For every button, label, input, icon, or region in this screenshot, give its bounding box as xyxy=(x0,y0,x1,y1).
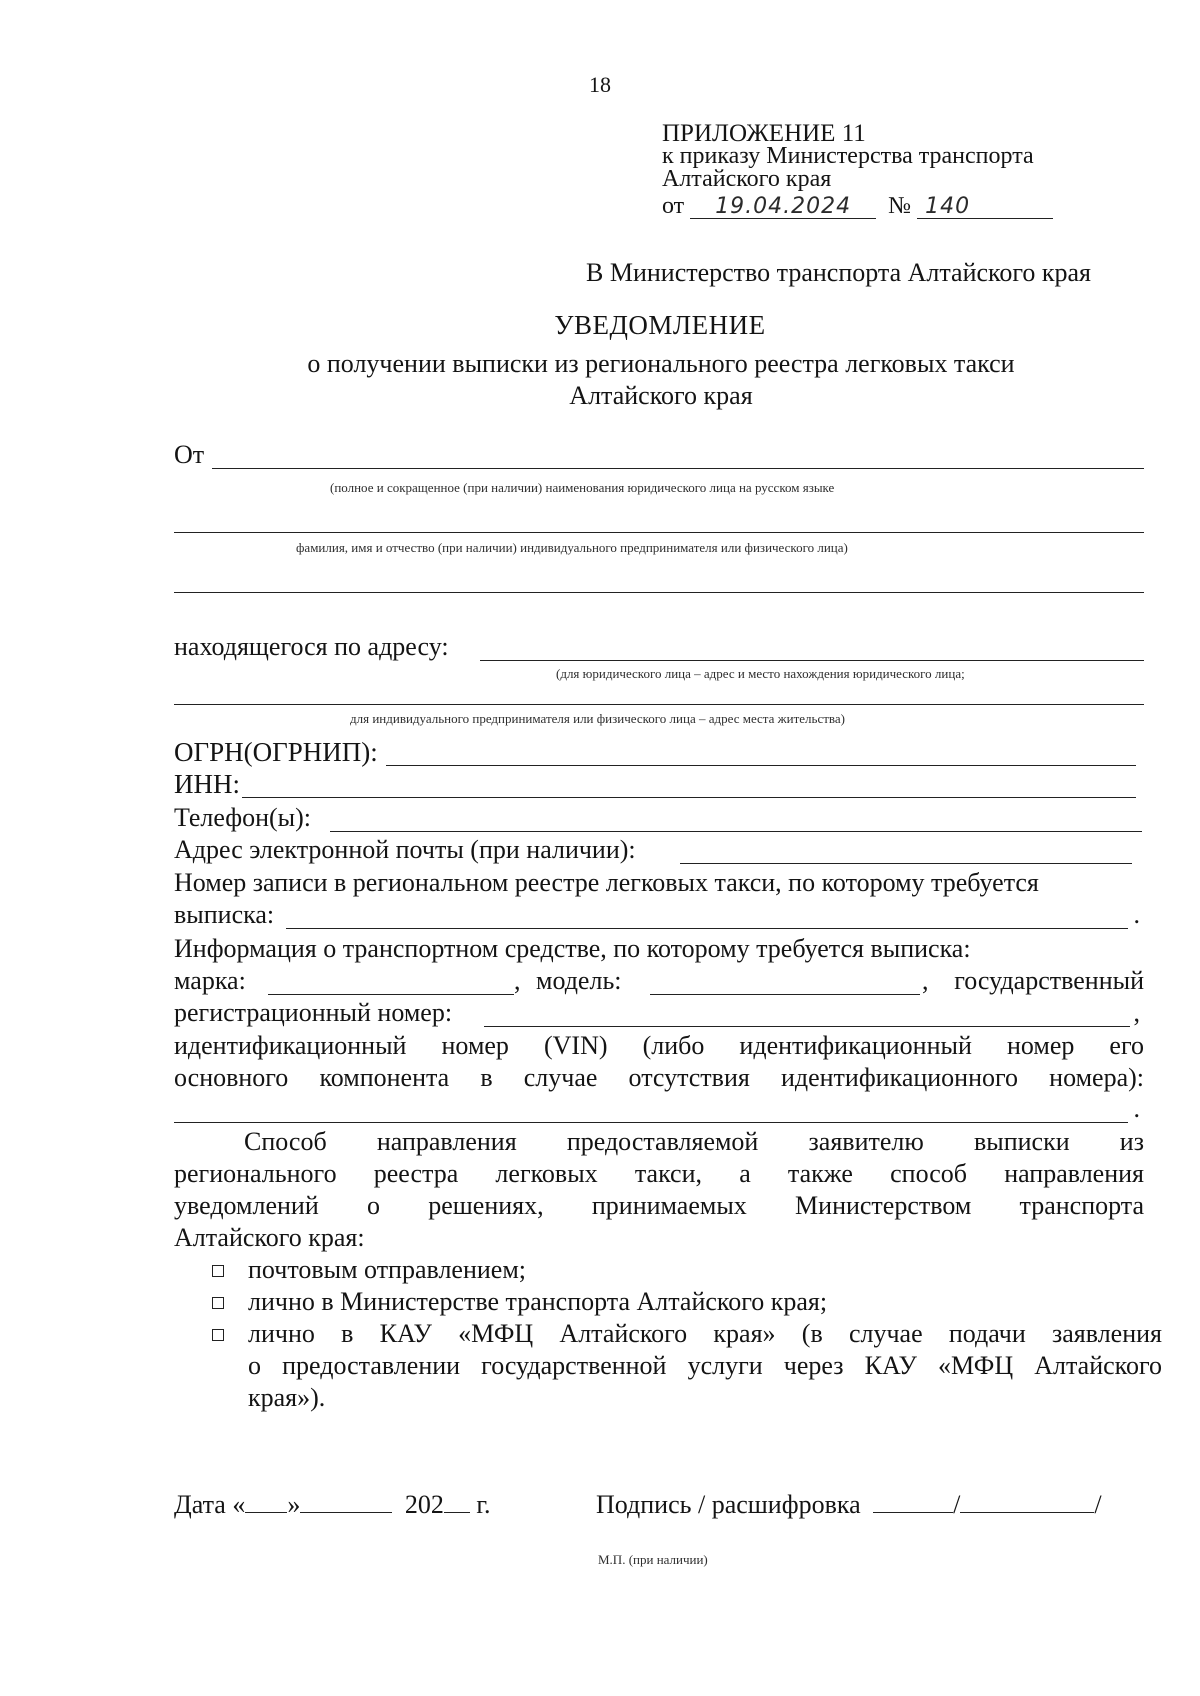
date-label: Дата « xyxy=(174,1490,246,1519)
model-comma: , xyxy=(922,966,929,995)
date-year: 202 xyxy=(404,1490,444,1519)
reg-number-label: регистрационный номер: xyxy=(174,998,453,1027)
addressee: В Министерство транспорта Алтайского края xyxy=(586,258,1091,287)
signature-name-blank[interactable] xyxy=(960,1492,1094,1513)
appendix-line2: Алтайского края xyxy=(662,166,832,192)
from-caption-person: фамилия, имя и отчество (при наличии) индивидуального предпринимателя или физического лица) xyxy=(296,540,848,555)
page-number: 18 xyxy=(589,72,611,97)
inn-label: ИНН: xyxy=(174,769,240,799)
appendix-line1: к приказу Министерства транспорта xyxy=(662,143,1034,169)
address-caption-legal: (для юридического лица – адрес и место нахождения юридического лица; xyxy=(556,666,965,681)
vehicle-info-label: Информация о транспортном средстве, по которому требуется выписка: xyxy=(174,934,971,963)
email-label: Адрес электронной почты (при наличии): xyxy=(174,835,636,864)
record-label-line1: Номер записи в региональном реестре легковых такси, по которому требуется xyxy=(174,868,1039,897)
document-subtitle-line2: Алтайского края xyxy=(569,381,753,410)
stamp-note: М.П. (при наличии) xyxy=(598,1552,708,1567)
date-year-suffix: г. xyxy=(476,1490,491,1519)
address-line-2[interactable] xyxy=(174,704,1144,705)
address-caption-person: для индивидуального предпринимателя или физического лица – адрес места жительства) xyxy=(350,711,845,726)
option-mfc-label-line1: лично в КАУ «МФЦ Алтайского края» (в случае подачи заявления xyxy=(248,1319,1162,1348)
email-field[interactable] xyxy=(174,835,1132,867)
reg-number-comma: , xyxy=(1133,998,1140,1027)
appendix-number-handwritten: 140 xyxy=(917,196,1053,219)
document-subtitle-line1: о получении выписки из регионального реестра легковых такси xyxy=(307,349,1015,378)
from-line-3[interactable] xyxy=(174,592,1144,593)
date-mid: » xyxy=(287,1490,301,1519)
from-field[interactable] xyxy=(174,440,1144,472)
signature-blank[interactable] xyxy=(873,1492,953,1513)
method-line2: регионального реестра легковых такси, а также способ направления xyxy=(174,1159,1144,1188)
option-ministry-checkbox[interactable] xyxy=(212,1297,224,1309)
reg-number-field[interactable] xyxy=(174,998,1144,1030)
vin-label-line1: идентификационный номер (VIN) (либо идентификационный номер его xyxy=(174,1031,1144,1060)
phone-label: Телефон(ы): xyxy=(174,803,312,832)
date-year-blank[interactable] xyxy=(444,1492,470,1513)
option-ministry-label: лично в Министерстве транспорта Алтайского края; xyxy=(248,1287,828,1316)
from-line-2[interactable] xyxy=(174,532,1144,533)
method-line1: Способ направления предоставляемой заявителю выписки из xyxy=(244,1127,1144,1156)
address-line xyxy=(480,660,1144,661)
from-caption-legal: (полное и сокращенное (при наличии) наименования юридического лица на русском языке xyxy=(330,480,835,495)
from-label: От xyxy=(174,440,205,469)
method-line3: уведомлений о решениях, принимаемых Министерством транспорта xyxy=(174,1191,1144,1220)
ogrn-label: ОГРН(ОГРНИП): xyxy=(174,737,378,767)
model-label: модель: xyxy=(536,966,622,995)
option-ministry[interactable] xyxy=(212,1286,1152,1318)
option-mail-label: почтовым отправлением; xyxy=(248,1255,527,1284)
reg-number-line xyxy=(484,1026,1130,1027)
address-label: находящегося по адресу: xyxy=(174,632,449,661)
brand-comma: , xyxy=(514,966,521,995)
method-line4: Алтайского края: xyxy=(174,1223,365,1252)
vehicle-brand-model-row xyxy=(174,966,1144,998)
signature-label: Подпись / расшифровка xyxy=(596,1490,861,1519)
document-subtitle xyxy=(240,348,1082,412)
date-month-blank[interactable] xyxy=(300,1492,392,1513)
from-line xyxy=(212,468,1144,469)
record-label-line2: выписка: xyxy=(174,900,275,929)
phone-field[interactable] xyxy=(174,803,1142,835)
model-line[interactable] xyxy=(650,994,920,995)
vin-line xyxy=(174,1122,1128,1123)
appendix-order-line xyxy=(662,195,1053,219)
appendix-date-handwritten: 19.04.2024 xyxy=(690,196,876,219)
appendix-header xyxy=(662,122,1053,219)
brand-label: марка: xyxy=(174,966,246,995)
signature-block xyxy=(596,1490,1102,1520)
document-title: УВЕДОМЛЕНИЕ xyxy=(554,310,766,340)
signature-row xyxy=(174,1490,491,1520)
record-field[interactable] xyxy=(174,900,1144,932)
email-line xyxy=(680,863,1132,864)
inn-line xyxy=(242,797,1136,798)
date-day-blank[interactable] xyxy=(245,1492,287,1513)
option-mfc-label-line3: края»). xyxy=(248,1383,326,1412)
vin-field[interactable] xyxy=(174,1094,1144,1126)
inn-field[interactable] xyxy=(174,769,1136,801)
option-mfc[interactable] xyxy=(212,1318,1162,1414)
signature-slash: / xyxy=(953,1490,961,1519)
signature-slash-end: / xyxy=(1094,1490,1102,1519)
address-field[interactable] xyxy=(174,632,1144,664)
record-line xyxy=(286,928,1128,929)
appendix-number-label: № xyxy=(888,193,912,219)
record-period: . xyxy=(1133,900,1140,929)
appendix-title: ПРИЛОЖЕНИЕ 11 xyxy=(662,120,866,147)
ogrn-field[interactable] xyxy=(174,737,1136,769)
vin-label-line2: основного компонента в случае отсутствия идентификационного номера): xyxy=(174,1063,1144,1092)
option-mail-checkbox[interactable] xyxy=(212,1265,224,1277)
appendix-from-label: от xyxy=(662,193,685,219)
phone-line xyxy=(330,831,1142,832)
brand-line[interactable] xyxy=(268,994,514,995)
vin-period: . xyxy=(1133,1094,1140,1123)
ogrn-line xyxy=(386,765,1136,766)
option-mail[interactable] xyxy=(212,1254,1152,1286)
state-label: государственный xyxy=(954,966,1144,995)
option-mfc-checkbox[interactable] xyxy=(212,1329,224,1341)
option-mfc-label-line2: о предоставлении государственной услуги через КАУ «МФЦ Алтайского xyxy=(248,1351,1162,1380)
